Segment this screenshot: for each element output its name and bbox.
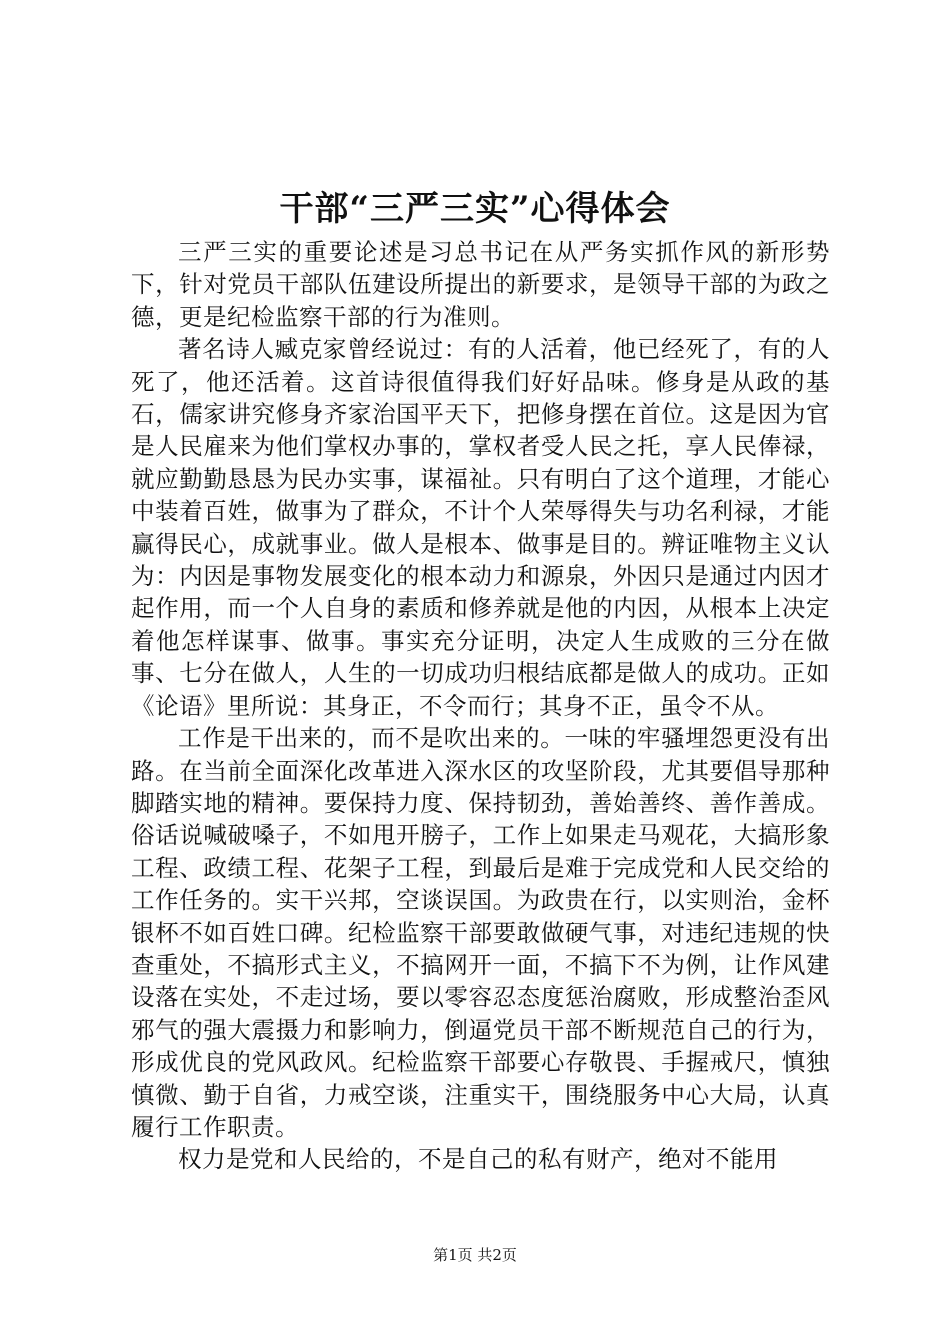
document-body — [131, 236, 830, 1176]
paragraph: 三严三实的重要论述是习总书记在从严务实抓作风的新形势下，针对党员干部队伍建设所提出的新要求，是领导干部的为政之德，更是纪检监察干部的行为准则。 — [131, 238, 830, 331]
document-title: 干部“三严三实”心得体会 — [279, 189, 671, 229]
page-footer: 第1页 共2页 — [433, 1246, 517, 1264]
paragraph: 著名诗人臧克家曾经说过：有的人活着，他已经死了，有的人死了，他还活着。这首诗很值得我们好好品味。修身是从政的基石，儒家讲究修身齐家治国平天下，把修身摆在首位。这是因为官是人民雇来为他们掌权办事的，掌权者受人民之托，享人民俸禄，就应勤勤恳恳为民办实事，谋福祉。只有明白了这个道理，才能心中装着百姓，做事为了群众，不计个人荣辱得失与功名利禄，才能赢得民心，成就事业。做人是根本、做事是目的。辨证唯物主义认为：内因是事物发展变化的根本动力和源泉，外因只是通过内因才起作用，而一个人自身的素质和修养就是他的内因，从根本上决定着他怎样谋事、做事。事实充分证明，决定人生成败的三分在做事、七分在做人，人生的一切成功归根结底都是做人的成功。正如《论语》里所说：其身正，不令而行；其身不正，虽令不从。 — [131, 335, 830, 720]
paragraph: 权力是党和人民给的，不是自己的私有财产，绝对不能用 — [178, 1145, 778, 1174]
paragraph: 工作是干出来的，而不是吹出来的。一味的牢骚埋怨更没有出路。在当前全面深化改革进入深水区的攻坚阶段，尤其要倡导那种脚踏实地的精神。要保持力度、保持韧劲，善始善终、善作善成。俗话说喊破嗓子，不如甩开膀子，工作上如果走马观花，大搞形象工程、政绩工程、花架子工程，到最后是难于完成党和人民交给的工作任务的。实干兴邦，空谈误国。为政贵在行，以实则治，金杯银杯不如百姓口碑。纪检监察干部要敢做硬气事，对违纪违规的快查重处，不搞形式主义，不搞网开一面，不搞下不为例，让作风建设落在实处，不走过场，要以零容忍态度惩治腐败，形成整治歪风邪气的强大震摄力和影响力，倒逼党员干部不断规范自己的行为，形成优良的党风政风。纪检监察干部要心存敬畏、手握戒尺，慎独慎微、勤于自省，力戒空谈，注重实干，围绕服务中心大局，认真履行工作职责。 — [131, 724, 830, 1141]
